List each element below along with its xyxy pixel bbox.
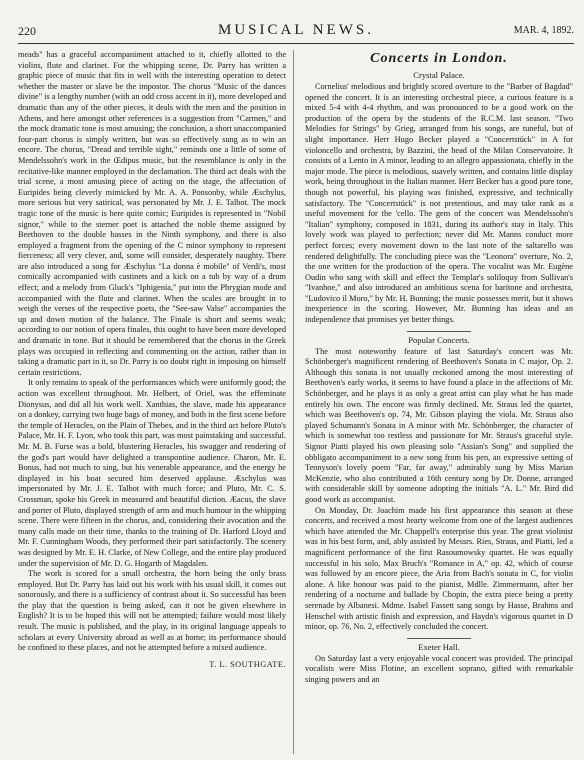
paragraph: On Monday, Dr. Joachim made his first appearance this season at these concerts, and received a most hearty welcome from one of the largest audiences which have attended the Mr. Chappell's enterprise this year. The great violinist was in his best form, and, ably assisted by Messrs. Ries, Straus, and Piatti, led a magnificent performance of the first Rasoumowsky quartet. He was equally successful in his solo, Max Bruch's "Romance in A," op. 42, which of course was followed by an encore piece, the Aria from Bach's sonata in C, for violin alone. A like honour was paid to the pianist, Mdlle. Zimmermann, after her rendering of a nocturne and ballade by Chopin, the extra piece being a pretty serenade by Albanesi. Mdme. Isabel Fassett sang songs by Hasse, Brahms and Henschel with artistic finish and expression, and Haydn's vigorous quartet in D minor, op. 76, No. 2, effectively concluded the concert. [305,505,573,632]
page-number: 220 [18,24,36,38]
column-divider [293,50,294,754]
subsection-heading: Exeter Hall. [418,641,460,652]
masthead-title: MUSICAL NEWS. [218,22,374,38]
issue-date: MAR. 4, 1892. [513,25,574,36]
subsection-heading: Crystal Palace. [413,70,465,80]
section-separator [407,331,471,332]
section-separator [407,638,471,639]
left-column [18,50,286,756]
page-header [18,22,574,42]
right-column [305,50,573,756]
paragraph: The work is scored for a small orchestra, the horn being the only brass employed. But Dr. Parry has laid out his work with his usual skill, it comes out sonorously, and there is a sufficiency of contrast about it. So successful has been the play that the question is being asked, can it not be given elsewhere in English? It is to be hoped this will not be attempted; failure would most likely result. The music is published, and the play, in its original language appeals to scholars at every University abroad as well as at home; its performance should be confined to these places, and not be attempted before a mixed audience. [18,569,286,653]
section-title: Concerts in London. [370,51,508,66]
author-signature: T. L. SOUTHGATE. [209,659,286,669]
paragraph: It only remains to speak of the performances which were uniformly good; the action was excellent throughout. Mr. Helbert, of Oriel, was the effeminate Dionysus, and did all his work well. Xanthias, the slave, made his appearance on a donkey, carrying two huge bags of money, and both in the first scene before the temple of Heracles, on the Plain of Thebes, and in the third act before Pluto's Palace, Mr. H. F. Lyon, who took this part, was most painstaking and successful. Mr. M. B. Furse was a bold, blustering Heracles, his swagger and rendering of the god's part would have delighted a transpontine audience. Charon, Mr. E. Bonus, had not much to sing, but his venerable appearance, and the energy he displayed in his boat secured him deserved applause. Æschylus was impersonated by Mr. J. E. Talbot with much force; and Pluto, Mr. C. S. Crossman, spoke his Greek in measured and beautiful diction. Æacus, the slave and porter of Pluto, displayed strength of arm and much humour in the whipping scene. There were fifteen in the chorus, and, considering their avocation and the many calls made on their time, thanks to the training of Dr. Harford Lloyd and Mr. F. Cunningham Woods, they performed their part satisfactorily. The scenery was designed by Mr. E. H. Clarke, of New College, and the entire play produced under the supervision of Mr. D. G. Hogarth of Magdalen. [18,378,286,568]
paragraph: On Saturday last a very enjoyable vocal concert was provided. The principal vocalists were Miss Flotine, an excellent soprano, gifted with remarkable singing powers and an [305,653,573,684]
header-rule [18,43,574,44]
paragraph: meads" has a graceful accompaniment attached to it, chiefly allotted to the violins, flute and clarinet. For the whipping scene, Dr. Parry has written a graphic piece of music that fits in well with the interesting operation to detect whether the master or slave be the impostor. The chorus "Music of the dances divine" is a lengthy number (with an odd cross accent in it), more developed and dramatic than any of the other pieces, it deals with the men and the position in Athens, and here amongst other references is a suggestion from "Carmen," and the mock dramatic tone is most amusing; the conclusion, a short unaccompanied four-part chorus is simply written, but was so effectively sung as to win an encore. The chorus, "Dread and terrible sight," reminds one a little of some of Mendelssohn's work in the Œdipus music, but the resemblance is only in the recitative-like manner employed in the declamation. The third act deals with the trial scene, a most amusing piece of acting on the stage, the affectation of Euripides being cleverly mimicked by Mr. A. A. Ponsonby, while Æschylus, more serious but very satirical, was personated by Mr. J. E. Talbot. The mock tragic tone of the music is here quite comic; Euripides is represented in "Nobil signor," while to the sterner poet is attached the noble theme assigned by Beethoven to the double basses in the Ninth symphony, and there is also employed a fragment from the opening of the C minor symphony to represent fierceness; all very clever, and, some will consider, desperately naughty. There are also introduced a song for Æschylus "La donna è mobile" of Verdi's, most comically accompanied with castinets and a kick on a tub by way of a drum effect; and a melody from Gluck's "Iphigenia," put into the Phrygian mode and accompanied with the flute and clarinet. When the scales are brought in to weigh the verses of the respective poets, the "See-saw Valse" accompanies the up and down motion of the balance. The Finale is short and seems weak; according to our notion of opera finales, this ought to have been more developed and dramatic in tone. But it should be remembered that the chorus in the Greek plays was occupied in reflecting and commenting on the action, rather than in taking a dramatic part in it, so Dr. Parry is no doubt right in imposing on himself certain restrictions. [18,50,286,377]
subsection-heading: Popular Concerts. [408,334,470,345]
paragraph: The most noteworthy feature of last Saturday's concert was Mr. Schönberger's magnificent rendering of Beethoven's Sonata in C major, Op. 2. Although this sonata is not usually reckoned among the most interesting of Beethoven's early works, it seems to have found a place in the affections of Mr. Schönberger, and he plays it as only a great artist can play what he has made entirely his own. The encore was firmly declined. Mr. Straus led the quartet, which was Beethoven's op. 74, Mr. Gibson playing the viola. Mr. Straus also played Schumann's Sonata in A minor with Mr. Schönberger, the character of which is somewhat too restless and passionate for Mr. Straus's graceful style. Signor Piatti played his own pleasing solo "Assian's Song" and supplied the obbligato accompaniment to a new song from his pen, an expressive setting of Tennyson's lovely poem "Far, far away," admirably sung by Miss Marian McKenzie, who also contributed a 16th century song by Dr. Donne, arranged with considerable skill by someone adopting the initials "A. L." Mr. Bird did good work as accompanist. [305,346,573,504]
paragraph: Cornelius' melodious and brightly scored overture to the "Barber of Bagdad" opened the concert. It is an interesting orchestral piece, a curious feature is a mixed 5-4 with 4-4 rhythm, and was pronounced to be a good work on the production of the opera by the students of the R.C.M. last season. "Two Melodies for Strings" by Grieg, arranged from his songs, are tuneful, but of slight importance. Herr Hugo Becker played a "Concertstück" in A for violoncello and orchestra, by Bazzini, the head of the Milan Conservatoire. It consists of a Lento in A minor, leading to an allegro appassionata, chiefly in the major mode. The piece is melodious, suavely written, and contains little display work, being throughout in the Italian manner. Herr Becker has a good pure tone, though not powerful, his playing was finished, expressive, and technically satisfactory. The "Concertstück" is not pretentious, and may take rank as a useful movement for the 'cello. The gem of the concert was Mendelssohn's "Italian" symphony, composed in 1831, during its author's stay in Italy. This lovely work was played to perfection; never did Mr. Manns conduct more perfect forces; every movement down to the last note of the saltarello was rendered delightfully. The concluding piece was the "Leonora" overture, No. 2, the one written for the production of the opera. The vocalist was Mr. Eugène Oudin who sang with skill and effect the Templar's soliloquy from Sullivan's "Ivanhoe," and also introduced an ambitious scena for baritone and orchestra, "Ludovico il Moro," by Mr. H. Bunning; the music possesses merit, but it shows inexperience in the scoring. However, Mr. Bunning has ideas and an independence that promises yet better things. [305,82,573,325]
